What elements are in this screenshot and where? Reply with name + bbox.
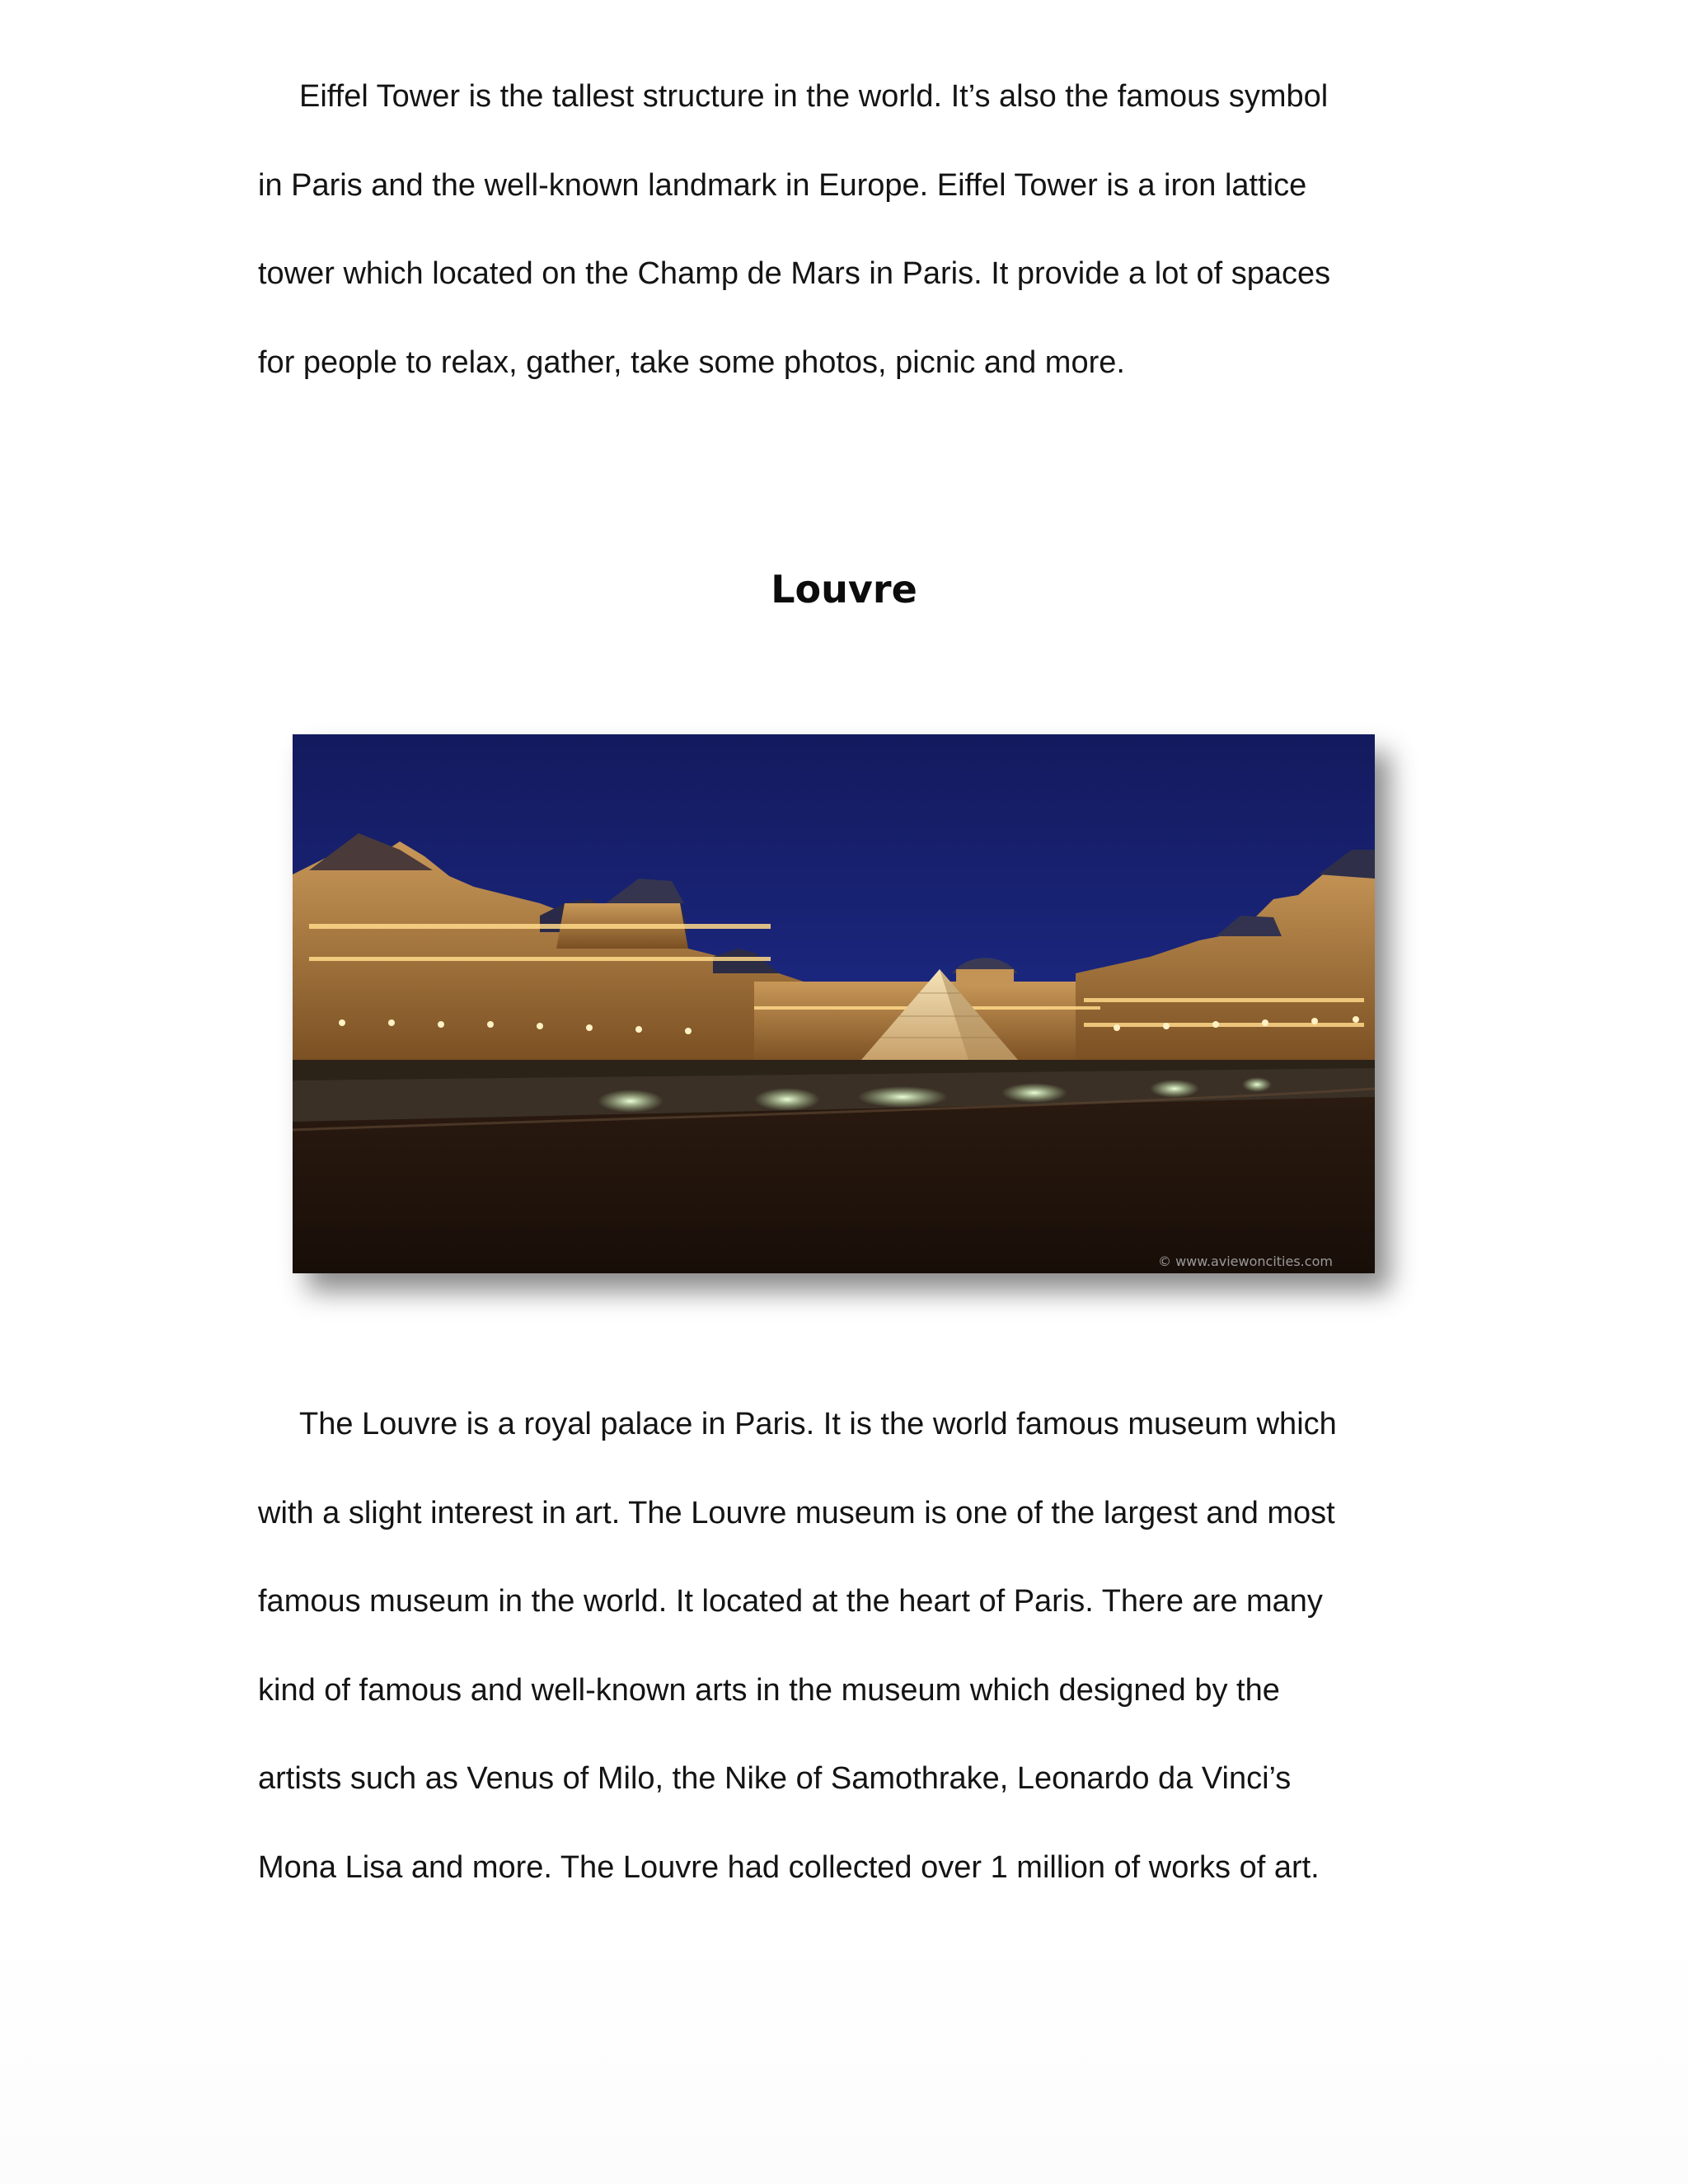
paragraph-line: kind of famous and well-known arts in the museum which designed by the — [258, 1672, 1280, 1708]
paragraph-line: in Paris and the well-known landmark in Europe. Eiffel Tower is a iron lattice — [258, 167, 1307, 203]
photo-watermark: © www.aviewoncities.com — [1158, 1254, 1333, 1269]
louvre-photo — [293, 734, 1375, 1273]
eiffel-tower-paragraph — [258, 53, 1428, 407]
paragraph-line: famous museum in the world. It located at the heart of Paris. There are many — [258, 1584, 1323, 1619]
louvre-heading: Louvre — [771, 567, 917, 612]
paragraph-line: Eiffel Tower is the tallest structure in the world. It’s also the famous symbol — [299, 79, 1329, 114]
paragraph-line: The Louvre is a royal palace in Paris. It is the world famous museum which — [299, 1407, 1337, 1441]
louvre-night-image — [293, 734, 1375, 1273]
paragraph-line: tower which located on the Champ de Mars in Paris. It provide a lot of spaces — [258, 256, 1331, 291]
paragraph-line: artists such as Venus of Milo, the Nike of Samothrake, Leonardo da Vinci’s — [258, 1761, 1292, 1796]
paragraph-line: Mona Lisa and more. The Louvre had collected over 1 million of works of art. — [258, 1849, 1320, 1885]
paragraph-line: for people to relax, gather, take some photos, picnic and more. — [258, 344, 1125, 380]
paragraph-line: with a slight interest in art. The Louvre museum is one of the largest and most — [258, 1495, 1335, 1530]
louvre-paragraph — [258, 1380, 1428, 1912]
